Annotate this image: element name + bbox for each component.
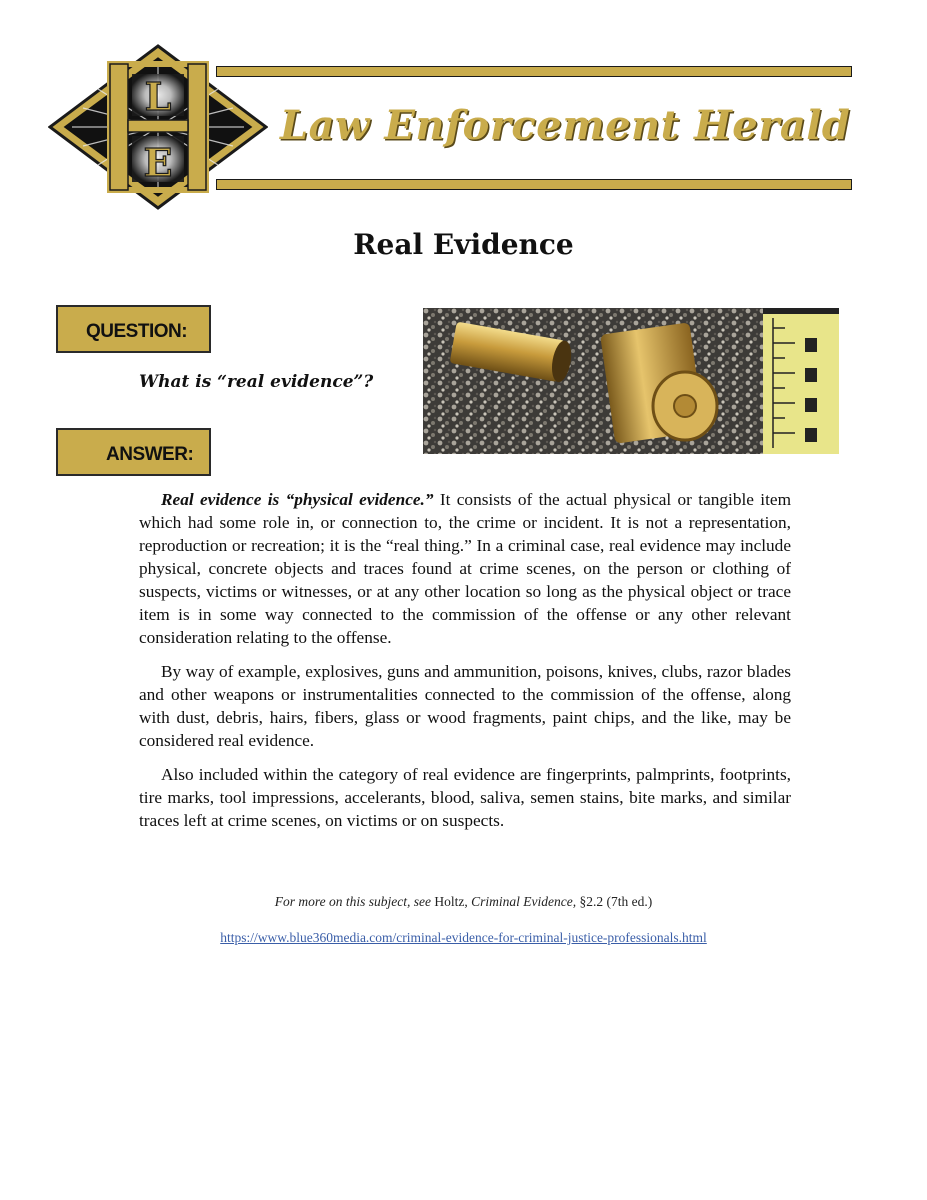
answer-paragraph-2: By way of example, explosives, guns and ammunition, poisons, knives, clubs, razor blades and other weapons or instrumentalities connected to the commission of the offense, along with dust, debris, hairs, fibers, glass or wood fragments, paint chips, and the like, may be considered real evidence. xyxy=(139,662,791,750)
answer-body xyxy=(139,488,791,843)
answer-label: ANSWER: xyxy=(106,444,194,465)
citation-author: Holtz, xyxy=(431,894,472,909)
question-label: QUESTION: xyxy=(86,321,188,342)
answer-paragraph-1-text: It consists of the actual physical or tangible item which had some role in, or connection to, the crime or incident. It is not a representation, reproduction or recreation; it is the “real thing.” In a criminal case, real evidence may include physical, concrete objects and traces found at crime scenes, on the person or clothing of suspects, victims or witnesses, or at any other location so long as the physical object or trace item is in some way connected to the commission of the offense or any other relevant consideration relating to the offense. xyxy=(139,490,792,647)
masthead xyxy=(48,44,854,210)
citation-work: Criminal Evidence, xyxy=(471,894,577,909)
citation xyxy=(0,894,927,910)
masthead-title: Law Enforcement Herald xyxy=(280,102,851,149)
answer-paragraph-3: Also included within the category of real evidence are fingerprints, palmprints, footprints, tire marks, tool impressions, accelerants, blood, saliva, semen stains, bite marks, and similar traces left at crime scenes, on victims or on suspects. xyxy=(139,765,791,830)
source-url-link[interactable]: https://www.blue360media.com/criminal-evidence-for-criminal-justice-professionals.html xyxy=(220,930,707,945)
source-url-container xyxy=(0,930,927,946)
shell-casings-photo-icon xyxy=(423,308,839,454)
masthead-band-top xyxy=(216,66,852,77)
citation-prefix: For more on this subject, see xyxy=(274,894,431,909)
answer-label-box xyxy=(56,428,211,476)
question-label-box xyxy=(56,305,211,353)
answer-paragraph-1 xyxy=(139,488,791,649)
logo-letter-l: L xyxy=(144,74,172,119)
answer-lead: Real evidence is “physical evidence.” xyxy=(161,490,434,509)
article-title: Real Evidence xyxy=(353,228,574,261)
question-text: What is “real evidence”? xyxy=(139,372,374,392)
citation-section: §2.2 (7th ed.) xyxy=(576,894,653,909)
logo-letter-e: E xyxy=(143,140,173,185)
masthead-band-bottom xyxy=(216,179,852,190)
